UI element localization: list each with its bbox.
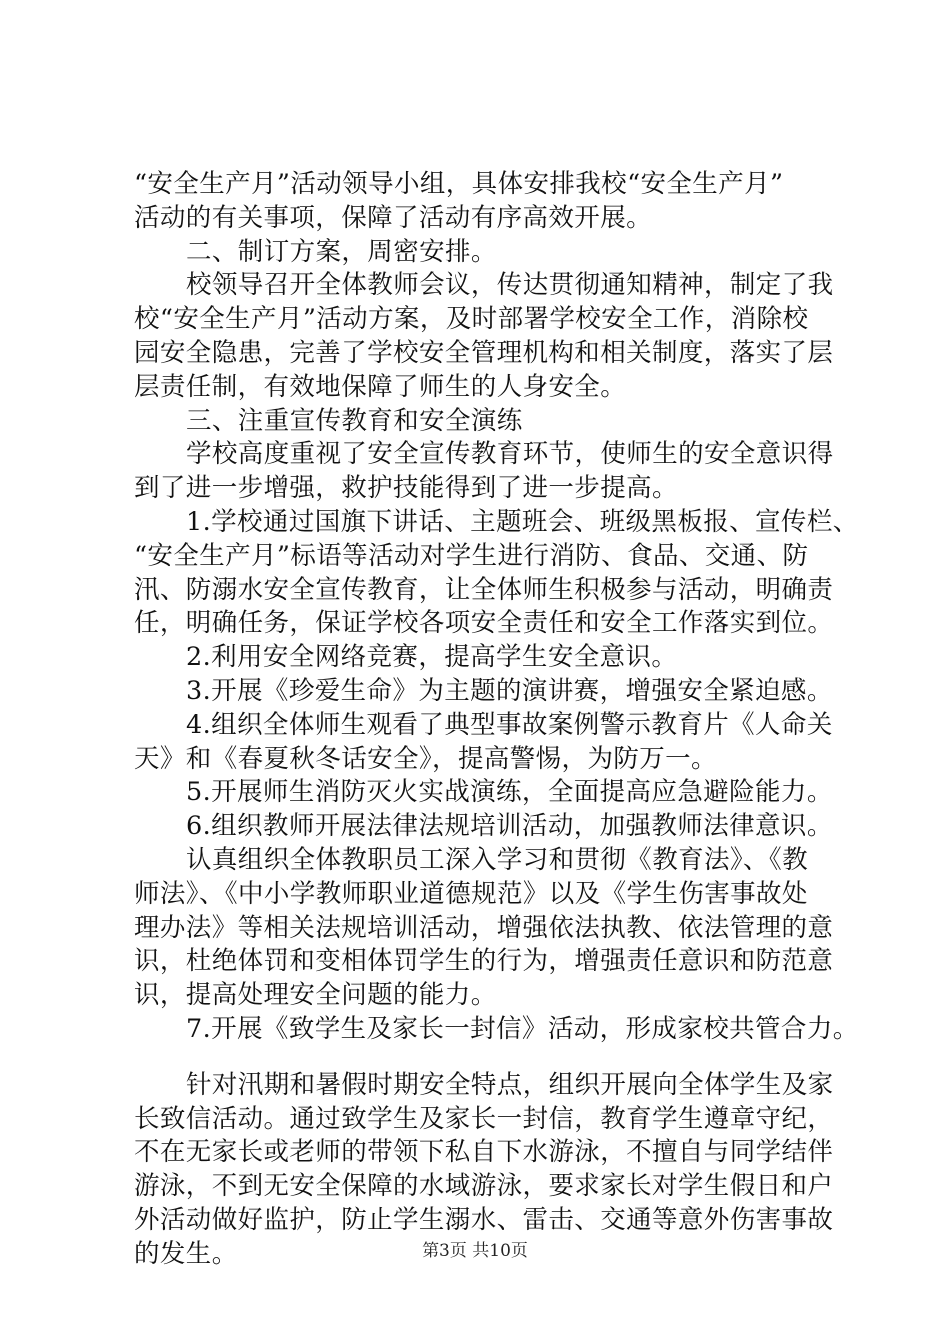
text-line: 园安全隐患，完善了学校安全管理机构和相关制度，落实了层 xyxy=(134,337,834,368)
text-line: 识，杜绝体罚和变相体罚学生的行为，增强责任意识和防范意 xyxy=(134,946,834,977)
text-line: 校“安全生产月”活动方案，及时部署学校安全工作，消除校 xyxy=(134,304,809,335)
text-line: 长致信活动。通过致学生及家长一封信，教育学生遵章守纪， xyxy=(134,1103,834,1134)
list-item: 4.组织全体师生观看了典型事故案例警示教育片《人命关 xyxy=(186,709,833,740)
text-line: “安全生产月”标语等活动对学生进行消防、食品、交通、防 xyxy=(134,540,809,571)
list-item: 3.开展《珍爱生命》为主题的演讲赛，增强安全紧迫感。 xyxy=(186,675,833,706)
list-item: 2.利用安全网络竞赛，提高学生安全意识。 xyxy=(186,642,678,673)
list-item: 6.组织教师开展法律法规培训活动，加强教师法律意识。 xyxy=(186,811,833,842)
text-line: 汛、防溺水安全宣传教育，让全体师生积极参与活动，明确责 xyxy=(134,574,834,605)
text-line: 校领导召开全体教师会议，传达贯彻通知精神，制定了我 xyxy=(186,270,834,301)
section-heading: 三、注重宣传教育和安全演练 xyxy=(186,405,523,436)
text-line: 到了进一步增强，救护技能得到了进一步提高。 xyxy=(134,473,678,504)
text-line: 天》和《春夏秋冬话安全》，提高警惕，为防万一。 xyxy=(134,743,717,774)
text-line: 的发生。 xyxy=(134,1238,238,1269)
section-heading: 二、制订方案，周密安排。 xyxy=(186,236,497,267)
page-number-footer: 第3页 共10页 xyxy=(422,1241,528,1261)
text-line: 外活动做好监护，防止学生溺水、雷击、交通等意外伤害事故 xyxy=(134,1204,834,1235)
text-line: “安全生产月”活动领导小组，具体安排我校“安全生产月” xyxy=(134,169,784,199)
text-line: 游泳，不到无安全保障的水域游泳，要求家长对学生假日和户 xyxy=(134,1171,834,1202)
text-line: 识，提高处理安全问题的能力。 xyxy=(134,980,497,1011)
list-item: 7.开展《致学生及家长一封信》活动，形成家校共管合力。 xyxy=(186,1013,859,1044)
text-line: 活动的有关事项，保障了活动有序高效开展。 xyxy=(134,202,653,233)
text-line: 理办法》等相关法规培训活动，增强依法执教、依法管理的意 xyxy=(134,912,834,943)
list-item: 1.学校通过国旗下讲话、主题班会、班级黑板报、宣传栏、 xyxy=(186,506,859,537)
text-line: 针对汛期和暑假时期安全特点，组织开展向全体学生及家 xyxy=(186,1069,834,1100)
document-body xyxy=(134,168,859,1272)
list-item: 5.开展师生消防灭火实战演练，全面提高应急避险能力。 xyxy=(186,777,833,808)
text-line: 不在无家长或老师的带领下私自下水游泳，不擅自与同学结伴 xyxy=(134,1137,834,1168)
text-line: 师法》、《中小学教师职业道德规范》以及《学生伤害事故处 xyxy=(134,878,808,909)
text-line: 认真组织全体教职员工深入学习和贯彻《教育法》、《教 xyxy=(186,844,809,875)
paragraph-gap xyxy=(134,1047,846,1069)
text-line: 学校高度重视了安全宣传教育环节，使师生的安全意识得 xyxy=(186,439,834,470)
text-line: 层责任制，有效地保障了师生的人身安全。 xyxy=(134,371,627,402)
text-line: 任，明确任务，保证学校各项安全责任和安全工作落实到位。 xyxy=(134,608,834,639)
